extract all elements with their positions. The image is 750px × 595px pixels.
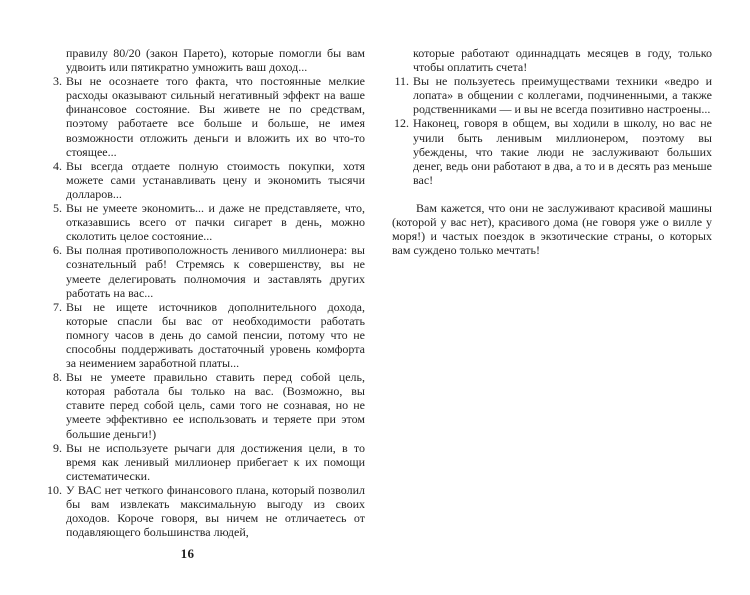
item-text: Вы всегда отдаете полную стоимость покупки, хотя можете сами устанавливать цену и экономить тысячи долларов... <box>66 158 365 201</box>
list-item-4 <box>45 159 365 201</box>
item-number: 5. <box>53 201 62 216</box>
list-item-12 <box>392 116 712 186</box>
list-item-3 <box>45 74 365 159</box>
item-text: Вы не умеете экономить... и даже не представляете, что, отказавшись всего от пачки сигарет в день, можно сколотить целое состояние... <box>66 201 365 244</box>
item-text: У ВАС нет четкого финансового плана, который позволил бы вам извлекать максимальную выгоду из своих доходов. Короче говоря, вы ничем не отличаетесь от подавляющего большинства людей, <box>66 482 365 540</box>
item-text: Вы не пользуетесь преимуществами техники «ведро и лопата» в общении с коллегами, подчиненными, а также родственниками — и вы не всегда позитивно настроены... <box>413 74 712 117</box>
item-number: 9. <box>53 440 62 455</box>
item-number: 11. <box>394 74 409 89</box>
page-number: 16 <box>180 546 195 561</box>
item-number: 6. <box>53 243 62 258</box>
item-text: Наконец, говоря в общем, вы ходили в школу, но вас не учили быть ленивым миллионером, поэтому вы убеждены, что такие люди не заслуживают больших денег, ведь они работают в два, а то и в десять раз меньше вас! <box>413 116 712 187</box>
list-item-9 <box>45 441 365 483</box>
list-item-5 <box>45 201 365 243</box>
list-item-6 <box>45 243 365 299</box>
item-text: Вы полная противоположность ленивого миллионера: вы сознательный раб! Стремясь к совершенству, вы не умеете делегировать полномочия и заставлять других работать на вас... <box>66 243 365 300</box>
item-text: Вы не ищете источников дополнительного дохода, которые спасли бы вас от необходимости работать помногу часов в день до самой пенсии, потому что не способны поддерживать достаточный уровень комфорта за неимением заработной платы... <box>66 299 365 371</box>
paragraph-continuation-left: правилу 80/20 (закон Парето), которые помогли бы вам удвоить или пятикратно умножить ваш доход... <box>66 46 365 75</box>
list-item-8 <box>45 370 365 440</box>
item-text: Вы не используете рычаги для достижения цели, в то время как ленивый миллионер прибегает к их помощи систематически. <box>66 440 365 483</box>
left-column <box>45 46 365 539</box>
paragraph-continuation-right: которые работают одиннадцать месяцев в году, только чтобы оплатить счета! <box>413 46 712 75</box>
item-number: 12. <box>394 116 409 131</box>
list-item-10 <box>45 483 365 539</box>
item-number: 7. <box>53 299 62 314</box>
list-item-7 <box>45 300 365 370</box>
item-text: Вы не осознаете того факта, что постоянные мелкие расходы оказывают сильный негативный эффект на ваше финансовое состояние. Вы живете не по средствам, поэтому работаете все больше и больше, не имея возможности отложить деньги и вложить их во что-то стоящее... <box>66 74 365 159</box>
item-number: 3. <box>53 74 62 89</box>
closing-paragraph: Вам кажется, что они не заслуживают красивой машины (которой у вас нет), красивого дома (не говоря уже о вилле у моря!) и частых поездок в экзотические страны, о которых вам суждено только мечтать! <box>392 200 712 258</box>
right-column <box>392 46 712 257</box>
item-number: 10. <box>47 482 62 497</box>
item-number: 4. <box>53 158 62 173</box>
list-item-11 <box>392 74 712 116</box>
item-text: Вы не умеете правильно ставить перед собой цель, которая работала бы только на вас. (Возможно, вы ставите перед собой цель, сами того не сознавая, но не умеете эффективно ее использовать и теряете при этом большие деньги!) <box>66 370 365 441</box>
item-number: 8. <box>53 370 62 385</box>
